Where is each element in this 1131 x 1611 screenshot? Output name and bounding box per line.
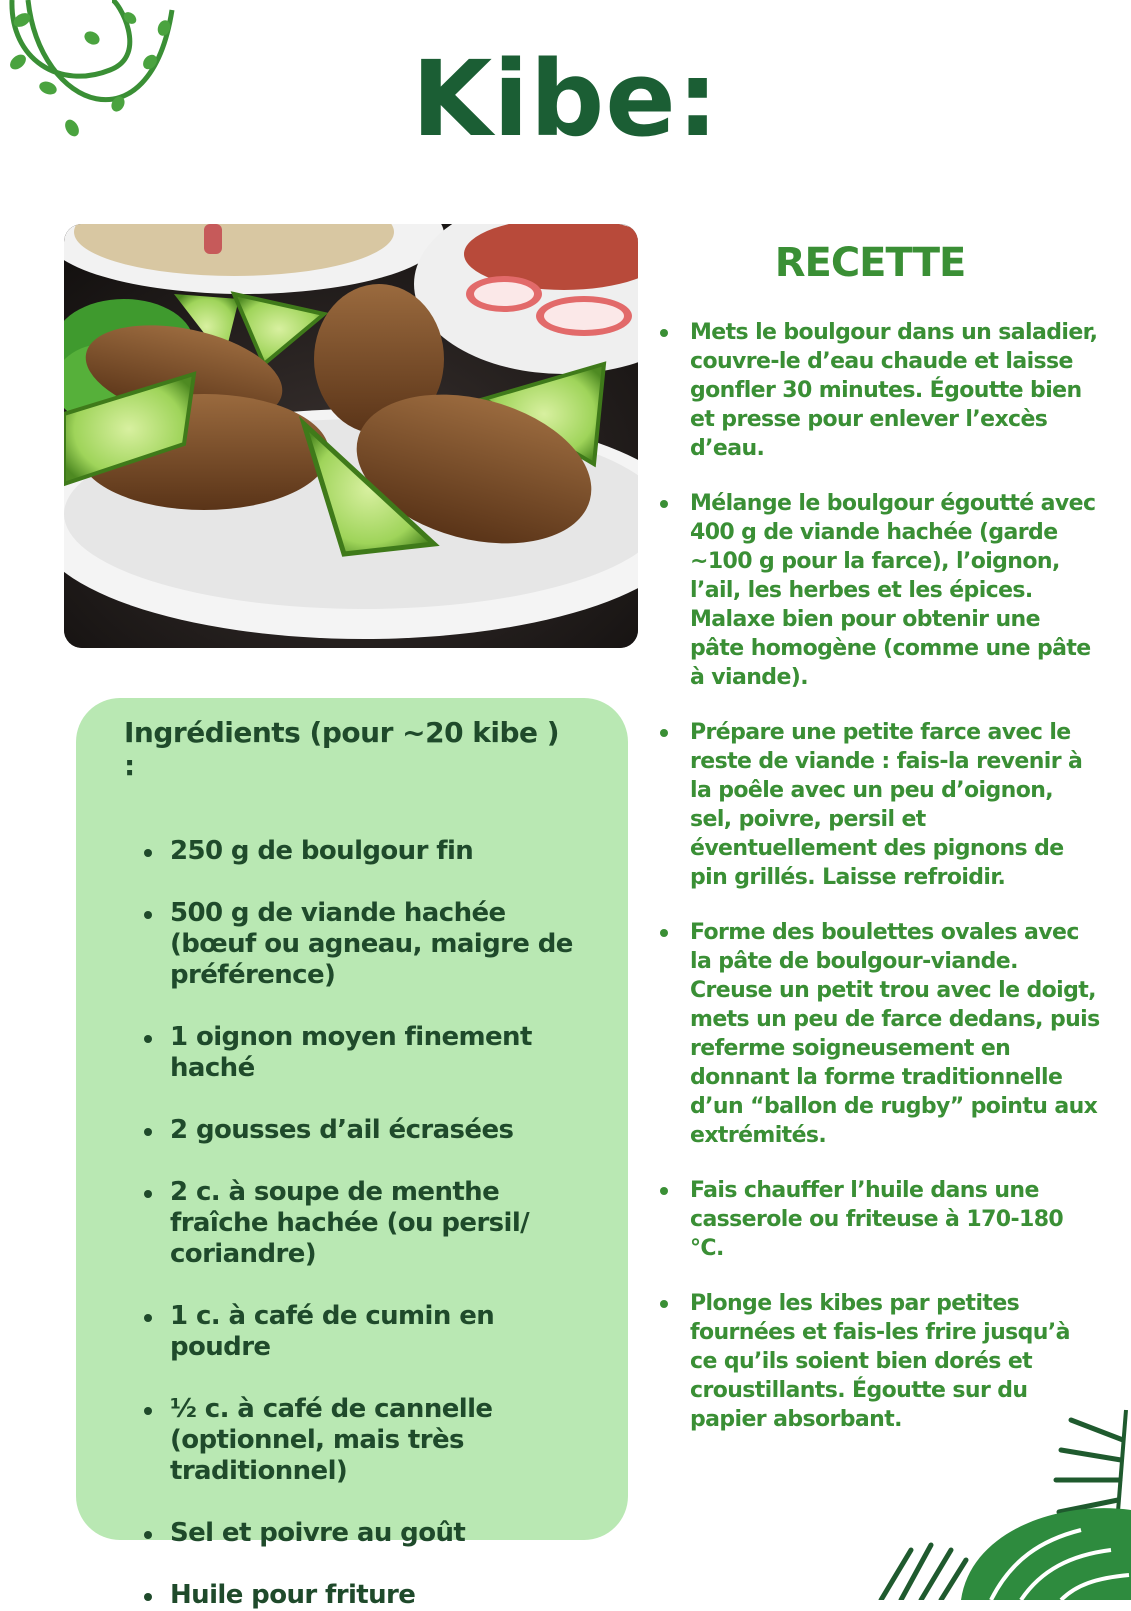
page-title: Kibe: bbox=[411, 38, 720, 160]
recipe-step: Mélange le boulgour égoutté avec 400 g de viande hachée (garde ~100 g pour la farce), l’oignon, l’ail, les herbes et les épices. Malaxe bien pour obtenir une pâte homogène (comme une pâte à viande). bbox=[660, 489, 1100, 692]
recipe-steps bbox=[660, 318, 1100, 1460]
palm-leaf-decoration bbox=[871, 1400, 1131, 1600]
ingredients-card bbox=[76, 698, 628, 1610]
ingredient-item: 1 c. à café de cumin en poudre bbox=[144, 1301, 592, 1363]
ingredient-item: Sel et poivre au goût bbox=[144, 1518, 592, 1549]
ingredient-item: 1 oignon moyen finement haché bbox=[144, 1022, 592, 1084]
recipe-step: Fais chauffer l’huile dans une casserole ou friteuse à 170-180 °C. bbox=[660, 1176, 1100, 1263]
ingredient-item: 2 gousses d’ail écrasées bbox=[144, 1115, 592, 1146]
recipe-title: RECETTE bbox=[774, 240, 966, 286]
ingredient-item: 500 g de viande hachée (bœuf ou agneau, maigre de préférence) bbox=[144, 898, 592, 991]
recipe-step: Forme des boulettes ovales avec la pâte de boulgour-viande. Creuse un petit trou avec le doigt, mets un peu de farce dedans, puis referme soigneusement en donnant la forme traditionnelle d’un “ballon de rugby” pointu aux extrémités. bbox=[660, 918, 1100, 1150]
ingredient-item: ½ c. à café de cannelle (optionnel, mais très traditionnel) bbox=[144, 1394, 592, 1487]
ingredient-item: 250 g de boulgour fin bbox=[144, 836, 592, 867]
ingredient-item: 2 c. à soupe de menthe fraîche hachée (ou persil/ coriandre) bbox=[144, 1177, 592, 1270]
kibe-photo bbox=[64, 224, 638, 648]
recipe-step: Mets le boulgour dans un saladier, couvre-le d’eau chaude et laisse gonfler 30 minutes. Égoutte bien et presse pour enlever l’excès d’eau. bbox=[660, 318, 1100, 463]
recipe-step: Plonge les kibes par petites fournées et fais-les frire jusqu’à ce qu’ils soient bien dorés et croustillants. Égoutte sur du papier absorbant. bbox=[660, 1289, 1100, 1434]
ingredient-item: Huile pour friture bbox=[144, 1580, 592, 1611]
ingredients-title: Ingrédients (pour ~20 kibe ) : bbox=[124, 716, 560, 782]
recipe-step: Prépare une petite farce avec le reste de viande : fais-la revenir à la poêle avec un peu d’oignon, sel, poivre, persil et éventuellement des pignons de pin grillés. Laisse refroidir. bbox=[660, 718, 1100, 892]
ingredients-list bbox=[144, 836, 592, 1611]
